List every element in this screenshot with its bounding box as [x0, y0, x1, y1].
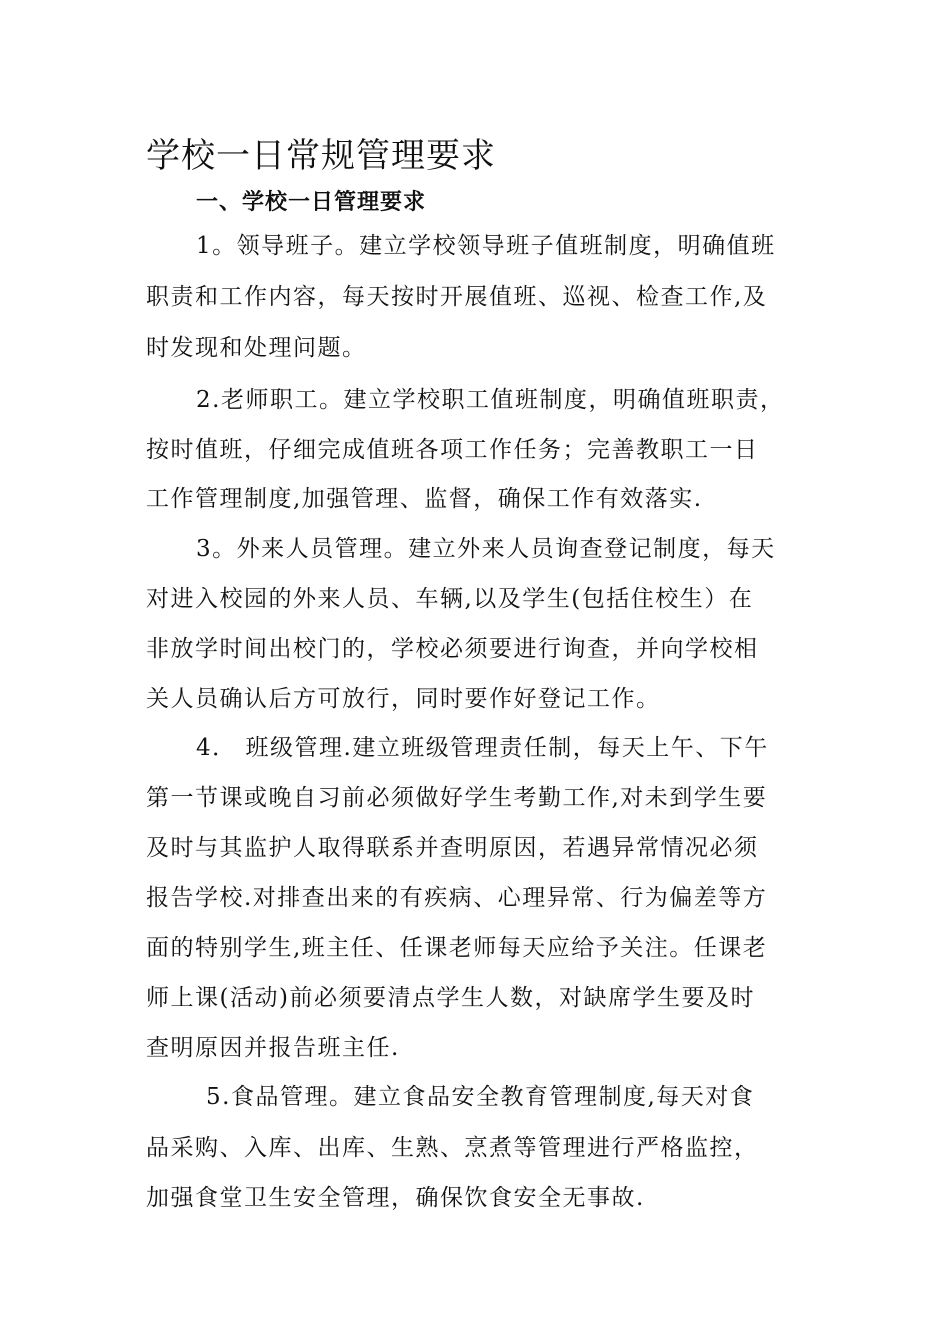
section-heading: 一、学校一日管理要求	[196, 190, 427, 215]
paragraph-line: 1。领导班子。建立学校领导班子值班制度，明确值班	[196, 233, 776, 259]
paragraph-line: 4． 班级管理.建立班级管理责任制，每天上午、下午	[196, 735, 769, 761]
paragraph-line: 时发现和处理问题。	[146, 335, 367, 361]
paragraph-line: 报告学校.对排查出来的有疾病、心理异常、行为偏差等方	[146, 885, 768, 911]
paragraph-line: 5.食品管理。建立食品安全教育管理制度,每天对食	[206, 1084, 755, 1110]
paragraph-line: 及时与其监护人取得联系并查明原因，若遇异常情况必须	[146, 835, 759, 861]
paragraph-line: 工作管理制度,加强管理、监督，确保工作有效落实.	[146, 486, 703, 512]
paragraph-line: 查明原因并报告班主任.	[146, 1035, 400, 1061]
paragraph-line: 3。外来人员管理。建立外来人员询查登记制度，每天	[196, 536, 776, 562]
paragraph-line: 2.老师职工。建立学校职工值班制度，明确值班职责，	[196, 387, 785, 413]
paragraph-line: 非放学时间出校门的，学校必须要进行询查，并向学校相	[146, 636, 759, 662]
paragraph-line: 关人员确认后方可放行，同时要作好登记工作。	[146, 686, 661, 712]
paragraph-line: 按时值班，仔细完成值班各项工作任务；完善教职工一日	[146, 437, 759, 463]
paragraph-line: 对进入校园的外来人员、车辆,以及学生(包括住校生）在	[146, 586, 754, 612]
paragraph-line: 面的特别学生,班主任、任课老师每天应给予关注。任课老	[146, 935, 768, 961]
paragraph-line: 师上课(活动)前必须要清点学生人数，对缺席学生要及时	[146, 985, 755, 1011]
paragraph-line: 第一节课或晚自习前必须做好学生考勤工作,对未到学生要	[146, 785, 768, 811]
paragraph-line: 加强食堂卫生安全管理，确保饮食安全无事故.	[146, 1185, 645, 1211]
paragraph-line: 职责和工作内容，每天按时开展值班、巡视、检查工作,及	[146, 284, 768, 310]
paragraph-line: 品采购、入库、出库、生熟、烹煮等管理进行严格监控，	[146, 1135, 759, 1161]
document-title: 学校一日常规管理要求	[146, 136, 496, 176]
